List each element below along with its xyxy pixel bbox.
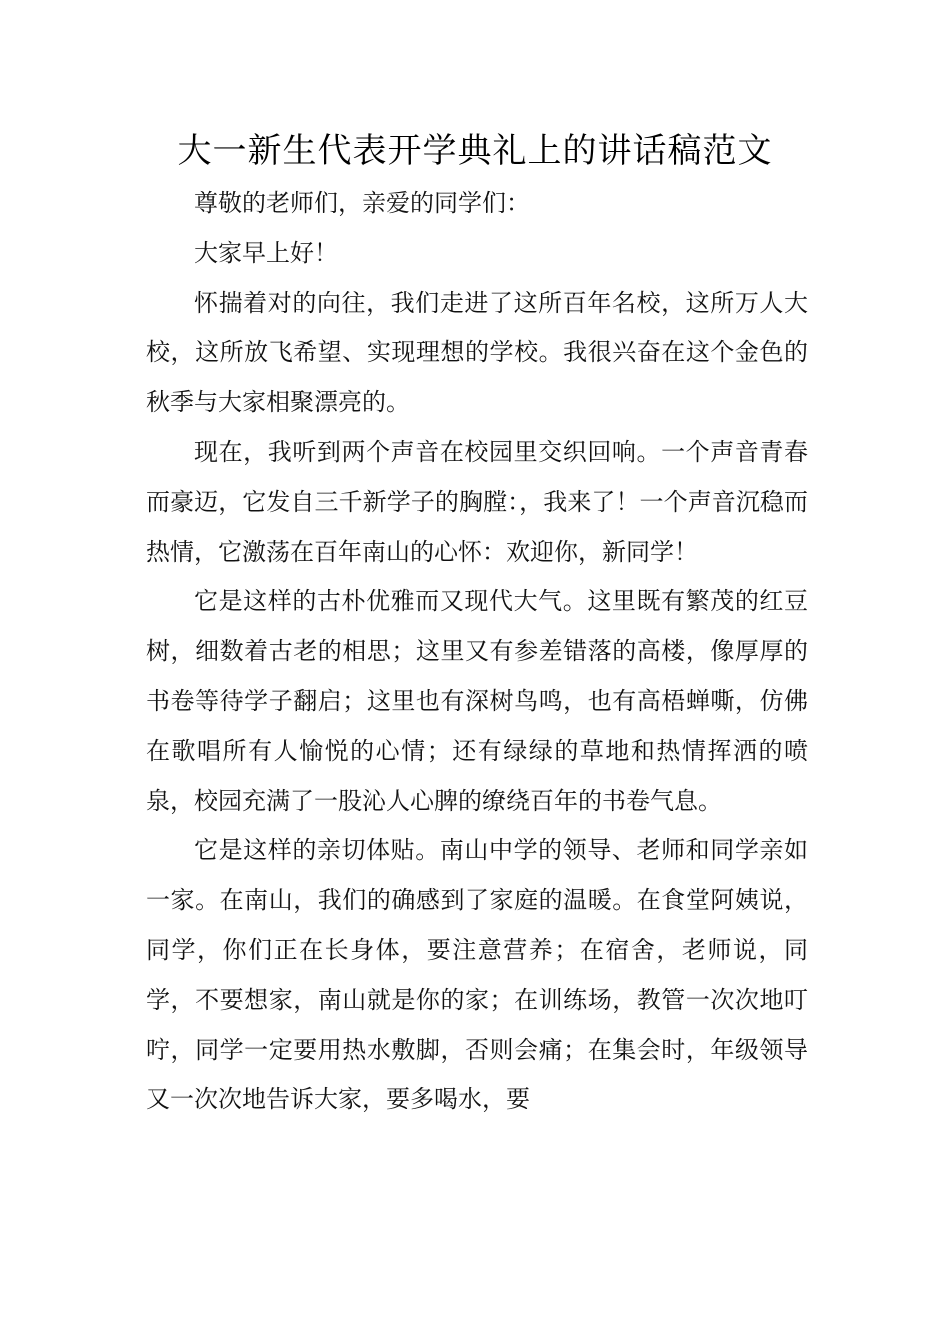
paragraph-care: 它是这样的亲切体贴。南山中学的领导、老师和同学亲如一家。在南山，我们的确感到了家庭的温暖。在食堂阿姨说，同学，你们正在长身体，要注意营养；在宿舍，老师说，同学，不要想家，南山就是你的家；在训练场，教管一次次地叮咛，同学一定要用热水敷脚，否则会痛；在集会时，年级领导又一次次地告诉大家，要多喝水，要	[146, 836, 808, 1114]
document-title: 大一新生代表开学典礼上的讲话稿范文	[177, 131, 773, 171]
paragraph-campus: 它是这样的古朴优雅而又现代大气。这里既有繁茂的红豆树，细数着古老的相思；这里又有参差错落的高楼，像厚厚的书卷等待学子翻启；这里也有深树鸟鸣，也有高梧蝉嘶，仿佛在歌唱所有人愉悦的心情；还有绿绿的草地和热情挥洒的喷泉，校园充满了一股沁人心脾的缭绕百年的书卷气息。	[146, 587, 808, 815]
paragraph-voices: 现在，我听到两个声音在校园里交织回响。一个声音青春而豪迈，它发自三千新学子的胸膛：，我来了！一个声音沉稳而热情，它激荡在百年南山的心怀：欢迎你，新同学！	[146, 437, 808, 566]
paragraph-salutation: 尊敬的老师们，亲爱的同学们：	[194, 189, 530, 217]
paragraph-intro: 怀揣着对的向往，我们走进了这所百年名校，这所万人大校，这所放飞希望、实现理想的学校。我很兴奋在这个金色的秋季与大家相聚漂亮的。	[146, 288, 808, 417]
paragraph-greeting: 大家早上好！	[194, 238, 338, 267]
document-body	[146, 179, 808, 1125]
